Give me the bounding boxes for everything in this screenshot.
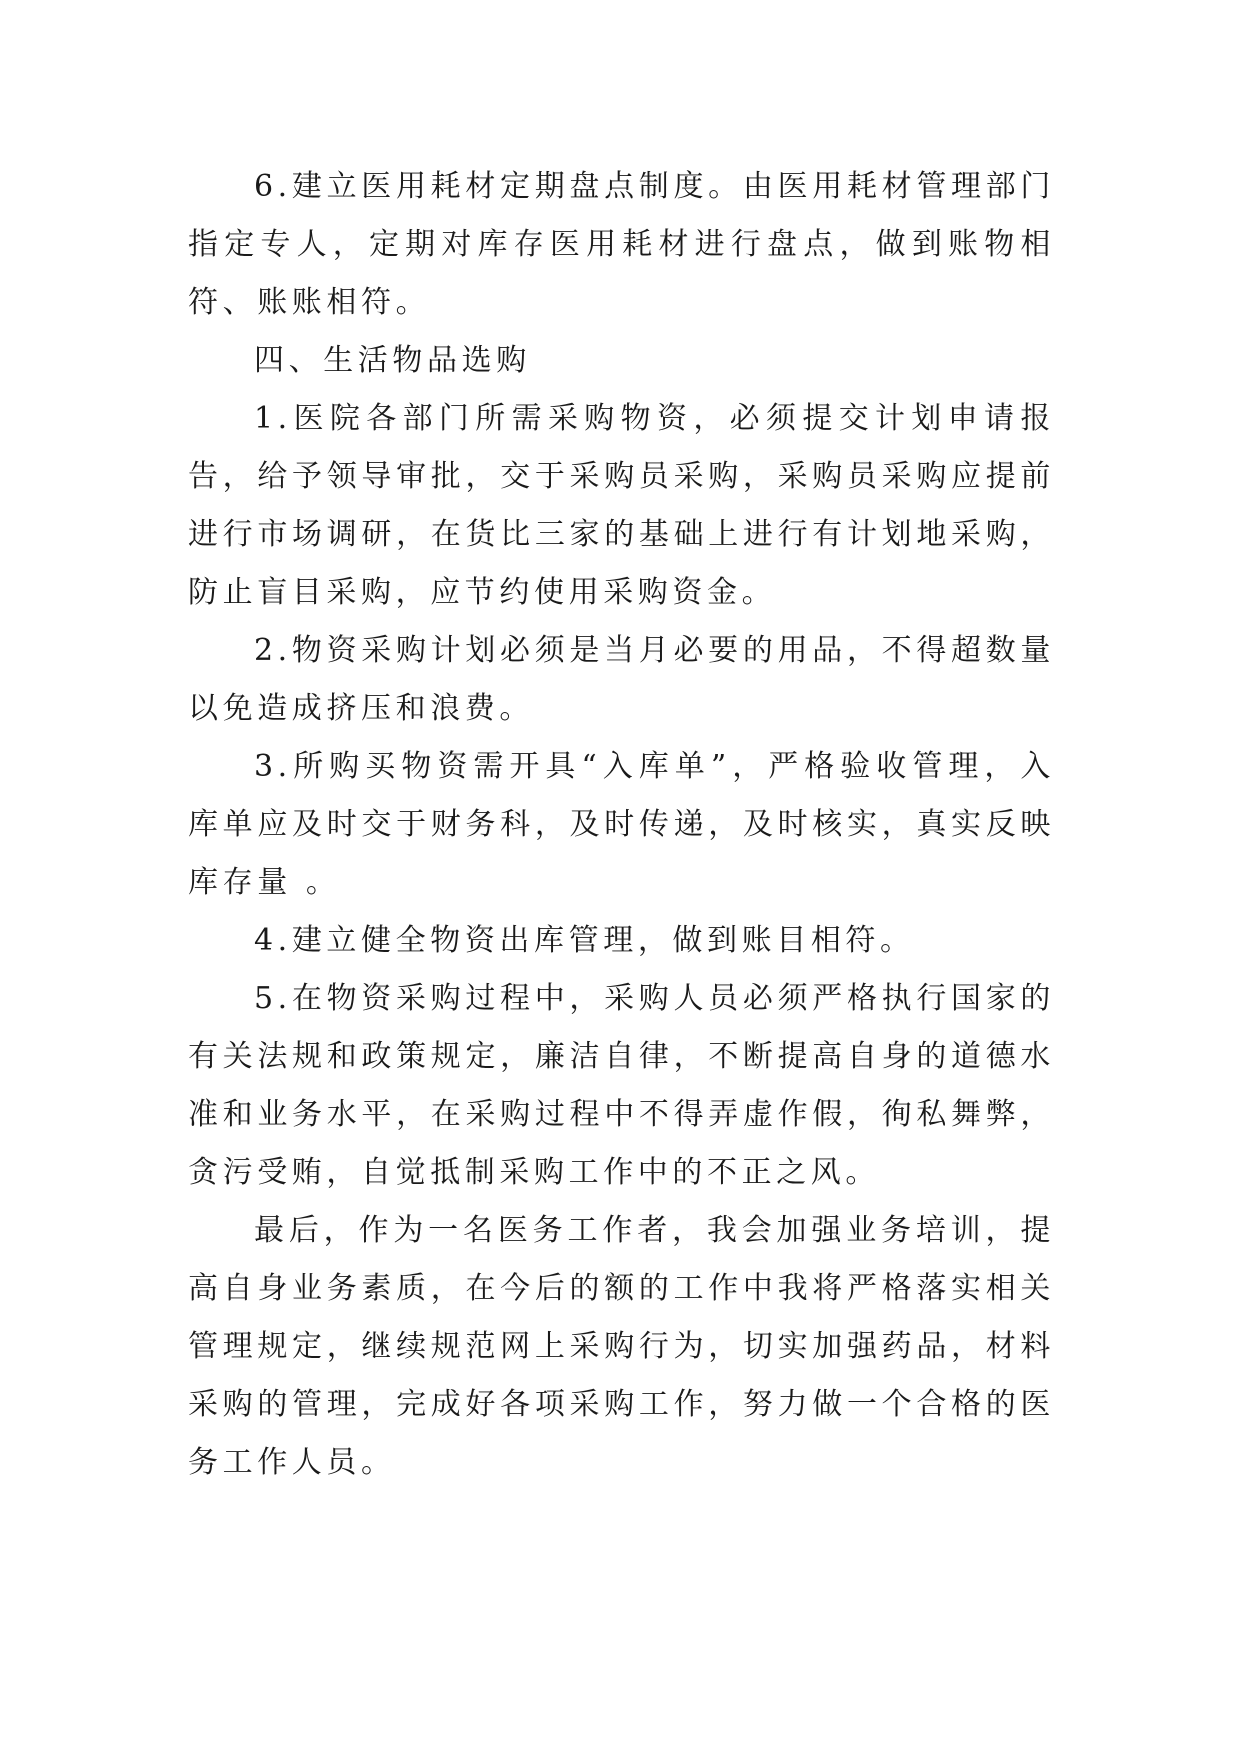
paragraph-outbound-management: 4.建立健全物资出库管理，做到账目相符。 (254, 923, 915, 958)
paragraph-procurement-integrity: 5.在物资采购过程中，采购人员必须严格执行国家的有关法规和政策规定，廉洁自律，不断提高自身的道德水准和业务水平，在采购过程中不得弄虚作假，徇私舞弊，贪污受贿，自觉抵制采购工作中的不正之风。 (188, 981, 1055, 1190)
section-heading-daily-goods: 四、生活物品选购 (254, 343, 531, 378)
paragraph-inventory-check: 6.建立医用耗材定期盘点制度。由医用耗材管理部门指定专人，定期对库存医用耗材进行盘点，做到账物相符、账账相符。 (188, 169, 1055, 320)
paragraph-purchase-request: 1.医院各部门所需采购物资，必须提交计划申请报告，给予领导审批，交于采购员采购，采购员采购应提前进行市场调研，在货比三家的基础上进行有计划地采购，防止盲目采购，应节约使用采购资金。 (188, 401, 1055, 610)
paragraph-monthly-plan: 2.物资采购计划必须是当月必要的用品，不得超数量以免造成挤压和浪费。 (188, 633, 1055, 726)
paragraph-warehouse-receipt: 3.所购买物资需开具“入库单”，严格验收管理，入库单应及时交于财务科，及时传递，及时核实，真实反映库存量 。 (188, 749, 1055, 900)
paragraph-conclusion: 最后，作为一名医务工作者，我会加强业务培训，提高自身业务素质，在今后的额的工作中我将严格落实相关管理规定，继续规范网上采购行为，切实加强药品，材料采购的管理，完成好各项采购工作，努力做一个合格的医务工作人员。 (188, 1213, 1055, 1480)
document-body (188, 158, 1055, 1492)
